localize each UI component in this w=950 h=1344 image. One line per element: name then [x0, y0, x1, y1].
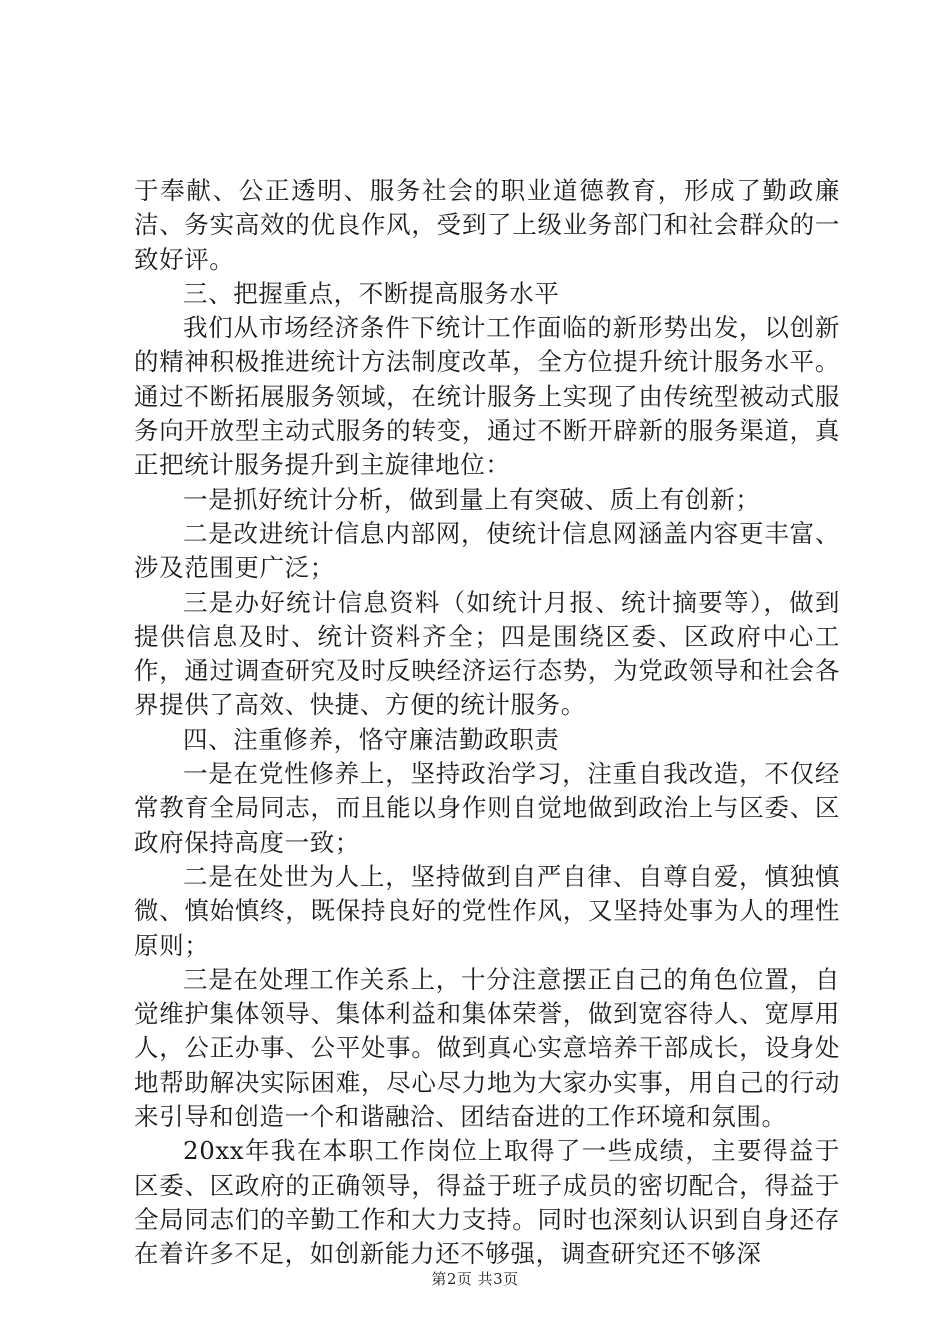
paragraph: 我们从市场经济条件下统计工作面临的新形势出发，以创新的精神积极推进统计方法制度改革，全方位提升统计服务水平。通过不断拓展服务领域，在统计服务上实现了由传统型被动式服务向开放型主动式服务的转变，通过不断开辟新的服务渠道，真正把统计服务提升到主旋律地位：	[134, 313, 840, 480]
list-item: 二是改进统计信息内部网，使统计信息网涵盖内容更丰富、涉及范围更广泛；	[134, 518, 840, 583]
section-heading-3: 三、把握重点，不断提高服务水平	[183, 278, 560, 308]
page-number-footer: 第2页 共3页	[431, 1270, 519, 1288]
list-item: 二是在处世为人上，坚持做到自严自律、自尊自爱，慎独慎微、慎始慎终，既保持良好的党性作风，又坚持处事为人的理性原则；	[134, 861, 840, 960]
list-item: 一是抓好统计分析，做到量上有突破、质上有创新；	[183, 484, 761, 514]
list-item: 三是办好统计信息资料（如统计月报、统计摘要等），做到提供信息及时、统计资料齐全；四是围绕区委、区政府中心工作，通过调查研究及时反映经济运行态势，为党政领导和社会各界提供了高效、快捷、方便的统计服务。	[134, 587, 840, 720]
paragraph: 20xx年我在本职工作岗位上取得了一些成绩，主要得益于区委、区政府的正确领导，得益于班子成员的密切配合，得益于全局同志们的辛勤工作和大力支持。同时也深刻认识到自身还存在着许多不足，如创新能力还不够强，调查研究还不够深	[134, 1136, 840, 1269]
list-item: 一是在党性修养上，坚持政治学习，注重自我改造，不仅经常教育全局同志，而且能以身作则自觉地做到政治上与区委、区政府保持高度一致；	[134, 759, 840, 857]
paragraph-continuation: 于奉献、公正透明、服务社会的职业道德教育，形成了勤政廉洁、务实高效的优良作风，受到了上级业务部门和社会群众的一致好评。	[134, 176, 840, 274]
document-body	[134, 174, 840, 1272]
list-item: 三是在处理工作关系上，十分注意摆正自己的角色位置，自觉维护集体领导、集体利益和集体荣誉，做到宽容待人、宽厚用人，公正办事、公平处事。做到真心实意培养干部成长，设身处地帮助解决实际困难，尽心尽力地为大家办实事，用自己的行动来引导和创造一个和谐融洽、团结奋进的工作环境和氛围。	[134, 964, 840, 1132]
section-heading-4: 四、注重修养，恪守廉洁勤政职责	[183, 724, 560, 754]
